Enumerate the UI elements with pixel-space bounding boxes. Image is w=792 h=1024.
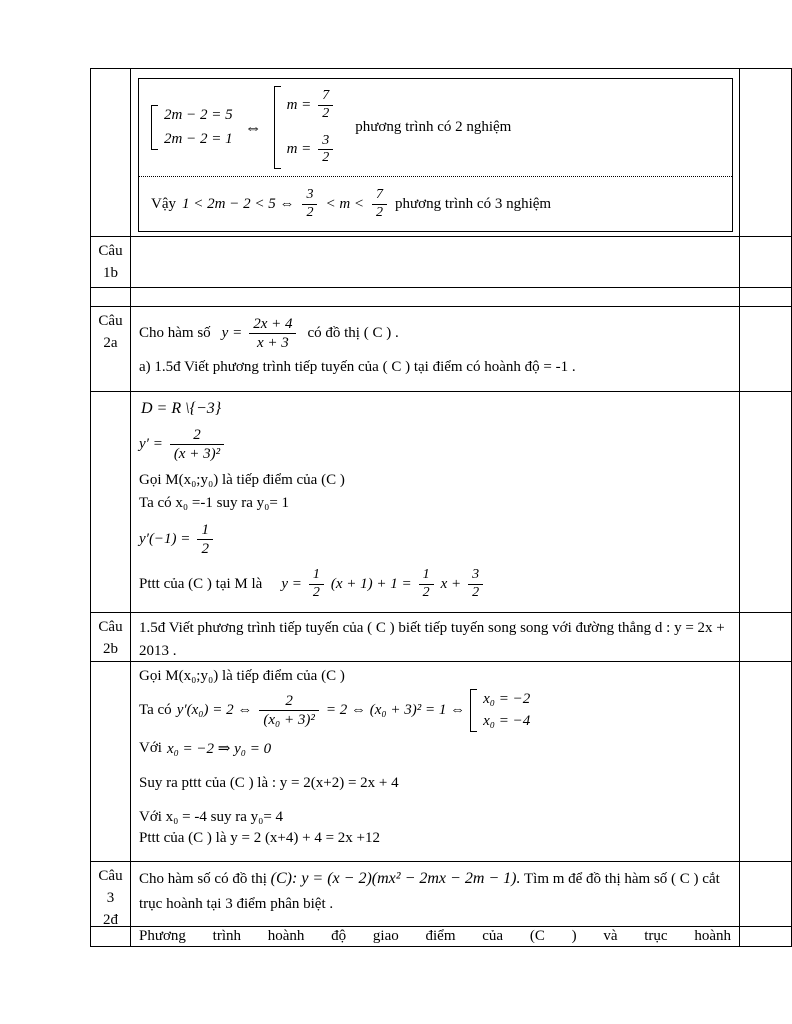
fraction-denominator: (x + 3)²: [173, 446, 221, 462]
label-number: 1b: [103, 264, 118, 281]
statement-2b-cell: [131, 613, 740, 662]
points-cell: [740, 392, 792, 613]
case-lhs: m =: [286, 141, 312, 158]
label-cau: Câu: [98, 313, 123, 329]
note-two-roots: phương trình có 2 nghiệm: [355, 119, 512, 135]
fraction: [318, 133, 333, 168]
case1-result-line: [139, 739, 731, 758]
points-cell: [740, 927, 792, 947]
left-bracket: [470, 689, 477, 732]
row-cau-2b: [91, 613, 792, 662]
row-solution-3-start: [91, 927, 792, 947]
case-lhs: m =: [286, 96, 312, 113]
fraction-denominator: 2: [322, 105, 330, 121]
row-cau-1b: [91, 237, 792, 288]
label-cell-2a: [91, 307, 131, 392]
case-system: [470, 689, 530, 732]
equation-lhs: y =: [281, 575, 302, 592]
case-line: [287, 133, 336, 168]
voi-math: x₀ = −2 ⇒ y₀ = 0: [166, 741, 272, 757]
statement-3-text: [139, 864, 731, 917]
tangent2-line: Pttt của (C ) là y = 2 (x+4) + 4 = 2x +12: [139, 830, 381, 846]
case-line: [287, 88, 336, 123]
solution-2a-cell: [131, 392, 740, 613]
conclusion-inequality: 1 < 2m − 2 < 5 ⇔: [182, 195, 295, 212]
equation-part2: = 2 ⇔ (x₀ + 3)² = 1 ⇔: [325, 702, 466, 718]
fraction-denominator: 2: [312, 584, 320, 600]
solution-1a-cell: [131, 69, 740, 237]
fraction-denominator: 2: [472, 584, 480, 600]
statement-formula: (C): y = (x − 2)(mx² − 2mx − 2m − 1).: [270, 870, 521, 887]
derivative-value-line: [139, 521, 731, 558]
solution-box: [138, 78, 733, 232]
fraction-numerator: 1: [309, 567, 324, 585]
statement-2a-line2: a) 1.5đ Viết phương trình tiếp tuyến của ( C ) tại điểm có hoành độ = -1 .: [139, 359, 576, 375]
label-cau: Câu: [98, 868, 123, 884]
statement-intro: Cho hàm số có đồ thị: [139, 871, 267, 887]
fraction-denominator: 2: [376, 204, 384, 220]
fraction: [197, 521, 213, 558]
derivative-lhs: y′ =: [139, 436, 163, 452]
case-line: 2m − 2 = 5: [164, 107, 233, 123]
case-system-right: [274, 86, 336, 169]
fraction: [249, 315, 296, 352]
fraction-numerator: 3: [302, 187, 317, 205]
case-line: 2m − 2 = 1: [164, 131, 233, 147]
fraction: [170, 426, 224, 463]
content-cell-1b: [131, 237, 740, 288]
left-bracket: [151, 105, 158, 150]
label-points: 2đ: [103, 911, 118, 927]
solution-box-bottom: [139, 177, 732, 231]
points-cell: [740, 613, 792, 662]
equation-part1: y′(x₀) = 2 ⇔: [176, 702, 253, 718]
fraction-numerator: 2: [170, 426, 224, 445]
content-cell-empty: [131, 288, 740, 307]
function-lhs: y =: [221, 325, 243, 341]
statement-2a-line1: [139, 315, 731, 352]
points-cell: [740, 307, 792, 392]
fraction: [468, 567, 483, 602]
label-number: 2b: [103, 640, 118, 657]
points-cell: [740, 237, 792, 288]
fraction: [302, 187, 317, 222]
fraction-denominator: 2: [422, 584, 430, 600]
left-bracket: [274, 86, 281, 169]
fraction-denominator: 2: [322, 150, 330, 166]
voi-lead: Với: [139, 740, 162, 756]
domain-line: D = R \{−3}: [141, 400, 222, 417]
equation-mid: (x + 1) + 1 =: [330, 575, 412, 592]
statement-outro: có đồ thị ( C ) .: [307, 325, 399, 341]
fraction: [309, 567, 324, 602]
label-cell-3: [91, 862, 131, 927]
fraction-denominator: 2: [306, 204, 314, 220]
note-three-roots: phương trình có 3 nghiệm: [395, 195, 552, 212]
points-cell: [740, 862, 792, 927]
fraction-numerator: 3: [318, 133, 333, 151]
row-solution-1a: [91, 69, 792, 237]
fraction-numerator: 7: [318, 88, 333, 106]
conclusion-lead: Vậy: [151, 195, 176, 212]
statement-outro: Tìm m để đồ thị hàm số ( C ) cắt trục hoành tại 3 điểm phân biệt .: [139, 871, 720, 913]
label-cell-empty: [91, 392, 131, 613]
statement-2b-text: 1.5đ Viết phương trình tiếp tuyến của ( C ) biết tiếp tuyến song song với đường thẳng d : y = 2x + 2013 .: [139, 620, 725, 659]
label-cell-2b: [91, 613, 131, 662]
answer-table: [90, 68, 792, 947]
label-cell-empty: [91, 662, 131, 862]
case-system-left: [151, 105, 233, 150]
tangent-point-line: Gọi M(x₀;y₀) là tiếp điểm của (C ): [139, 472, 345, 488]
fraction-numerator: 2: [259, 692, 318, 711]
solution-2b-cell: [131, 662, 740, 862]
points-cell: [740, 69, 792, 237]
case-lines: [483, 689, 530, 732]
row-solution-2b: [91, 662, 792, 862]
iff-symbol: ⇔: [244, 117, 262, 137]
solution-3-cell: [131, 927, 740, 947]
eval-lhs: y′(−1) =: [139, 531, 191, 547]
equation-x: x +: [440, 575, 462, 592]
label-number: 3: [106, 889, 115, 906]
fraction: [318, 88, 333, 123]
fraction-denominator: 2: [201, 541, 209, 557]
pttt-lead: Pttt của (C ) tại M là: [139, 575, 263, 592]
statement-2a-cell: [131, 307, 740, 392]
row-cau-2a: [91, 307, 792, 392]
fraction: [259, 692, 318, 729]
statement-intro: Cho hàm số: [139, 325, 211, 341]
solution-box-top: [139, 79, 732, 177]
fraction-denominator: (x₀ + 3)²: [263, 712, 315, 728]
statement-3-cell: [131, 862, 740, 927]
taco-lead: Ta có: [139, 702, 172, 718]
row-spacer: [91, 288, 792, 307]
case-line: x₀ = −2: [483, 691, 531, 707]
label-cau: Câu: [98, 243, 123, 259]
fraction-numerator: 2x + 4: [249, 315, 296, 334]
x0-line: Ta có x₀ =-1 suy ra y₀= 1: [139, 495, 290, 511]
case-line: x₀ = −4: [483, 713, 531, 729]
derivative-equation-line: [139, 689, 731, 732]
label-cell-empty: [91, 69, 131, 237]
fraction: [372, 187, 387, 222]
intersection-line: Phương trình hoành độ giao điểm của (C ) và trục hoành: [139, 928, 731, 944]
row-cau-3: [91, 862, 792, 927]
label-cell-1b: [91, 237, 131, 288]
derivative-line: [139, 426, 731, 463]
tangent1-line: Suy ra pttt của (C ) là : y = 2(x+2) = 2x + 4: [139, 775, 399, 791]
fraction-numerator: 1: [419, 567, 434, 585]
conclusion-mid: < m <: [325, 195, 365, 212]
fraction-numerator: 1: [197, 521, 213, 540]
fraction-denominator: x + 3: [256, 335, 289, 351]
label-cell-empty: [91, 288, 131, 307]
label-cell-empty: [91, 927, 131, 947]
label-number: 2a: [103, 334, 118, 351]
case-lines: [287, 86, 336, 169]
label-cau: Câu: [98, 619, 123, 635]
case-lines: [164, 105, 233, 150]
case2-result-line: Với x₀ = -4 suy ra y₀= 4: [139, 809, 284, 825]
row-solution-2a: [91, 392, 792, 613]
points-cell: [740, 662, 792, 862]
fraction: [419, 567, 434, 602]
tangent-equation-line: [139, 567, 731, 602]
points-cell: [740, 288, 792, 307]
tangent-point-line: Gọi M(x₀;y₀) là tiếp điểm của (C ): [139, 668, 345, 684]
fraction-numerator: 3: [468, 567, 483, 585]
fraction-numerator: 7: [372, 187, 387, 205]
